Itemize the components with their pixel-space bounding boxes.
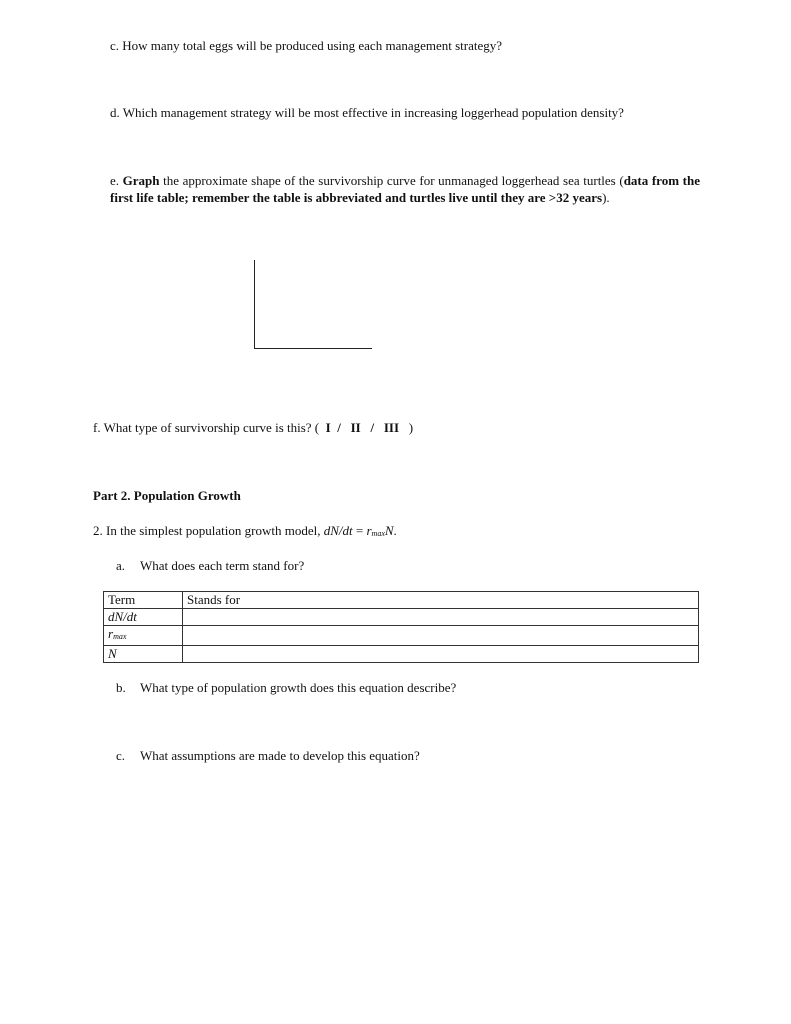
option-ii[interactable]: II: [350, 420, 361, 435]
answer-cell-dndt[interactable]: [183, 609, 699, 626]
table-row: [104, 646, 699, 663]
question-2c-label: c.: [116, 748, 126, 763]
answer-cell-rmax[interactable]: [183, 626, 699, 646]
question-f-text: f. What type of survivorship curve is this? (: [93, 420, 320, 435]
question-2a: [116, 557, 304, 574]
question-2c: [116, 747, 420, 764]
eq-r: r: [366, 523, 372, 538]
question-2-text: 2. In the simplest population growth model,: [93, 523, 324, 538]
question-f-close: ): [408, 420, 414, 435]
table-header-row: [104, 592, 699, 609]
table-row: [104, 626, 699, 646]
question-e-suffix: ).: [602, 190, 610, 205]
question-f: [93, 419, 413, 436]
part2-heading: Part 2. Population Growth: [93, 488, 241, 503]
term-rmax: [104, 626, 183, 646]
eq-end: .: [393, 523, 397, 538]
option-iii[interactable]: III: [383, 420, 400, 435]
answer-cell-n[interactable]: [183, 646, 699, 663]
graph-y-axis: [254, 260, 255, 349]
question-d: d. Which management strategy will be most effective in increasing loggerhead population density?: [110, 105, 624, 120]
graph-x-axis: [254, 348, 372, 349]
option-i[interactable]: I: [325, 420, 331, 435]
question-2a-text: What does each term stand for?: [140, 558, 305, 573]
term-n: N: [104, 646, 183, 663]
question-2c-text: What assumptions are made to develop this equation?: [140, 748, 420, 763]
table-header-term: Term: [104, 592, 183, 609]
term-rmax-sub: max: [113, 632, 127, 641]
eq-lhs: dN/dt: [323, 523, 353, 538]
option-sep-1: /: [337, 420, 341, 435]
question-2: [93, 522, 397, 542]
table-row: [104, 609, 699, 626]
question-e-bold-note: data from the first life table; remember the table is abbreviated and turtles live until they are >32 years: [110, 173, 700, 205]
question-2b: [116, 679, 456, 696]
question-e-prefix: e.: [110, 173, 123, 188]
question-2a-label: a.: [116, 558, 126, 573]
question-2b-label: b.: [116, 680, 126, 695]
eq-r-sub: max: [371, 529, 385, 538]
eq-n: N: [384, 523, 394, 538]
table-header-stands-for: Stands for: [183, 592, 699, 609]
question-e-text: the approximate shape of the survivorship curve for unmanaged loggerhead sea turtles (: [159, 173, 624, 188]
option-sep-2: /: [370, 420, 375, 435]
eq-equals: =: [352, 523, 367, 538]
term-rmax-base: r: [108, 626, 114, 641]
question-e: [110, 172, 700, 206]
term-dndt: dN/dt: [104, 609, 183, 626]
question-c: c. How many total eggs will be produced using each management strategy?: [110, 38, 503, 53]
question-2b-text: What type of population growth does this equation describe?: [140, 680, 457, 695]
question-e-bold-graph: Graph: [122, 173, 160, 188]
blank-graph-axes[interactable]: [254, 260, 372, 350]
terms-table: [103, 591, 699, 663]
